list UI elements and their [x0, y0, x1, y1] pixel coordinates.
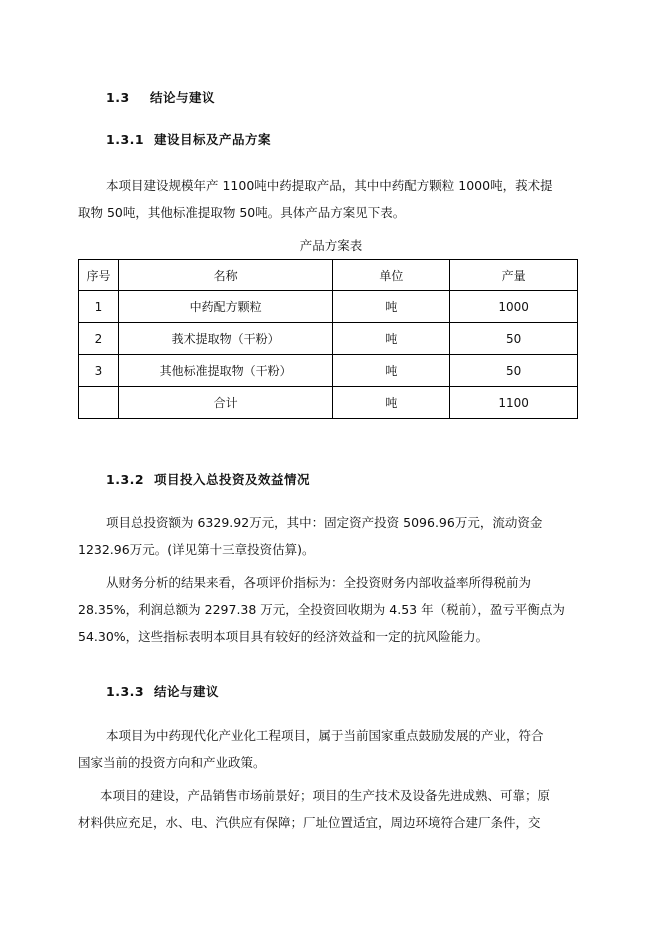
paragraph-line: 从财务分析的结果来看，各项评价指标为：全投资财务内部收益率所得税前为: [106, 575, 532, 590]
header-cell: 单位: [333, 260, 450, 291]
section-heading-1-3-2: [106, 470, 310, 488]
table-cell: 吨: [333, 323, 450, 355]
table-cell: 吨: [333, 387, 450, 419]
section-title: 结论与建议: [150, 90, 216, 105]
paragraph-line: 材料供应充足，水、电、汽供应有保障；厂址位置适宜，周边环境符合建厂条件，交: [78, 815, 541, 830]
table-cell: 其他标准提取物（干粉）: [118, 355, 333, 387]
table-row: [79, 323, 578, 355]
section-heading-1-3-1: [106, 130, 271, 148]
paragraph-product-scale: [78, 172, 578, 226]
paragraph-conclusion: [78, 722, 578, 776]
table-caption: 产品方案表: [299, 238, 363, 253]
section-number: 1.3.1: [106, 132, 145, 147]
section-number: 1.3: [106, 90, 130, 105]
table-cell: 1100: [450, 387, 578, 419]
section-heading-1-3: [106, 88, 215, 106]
table-row-total: [79, 387, 578, 419]
table-cell: 1: [79, 291, 119, 323]
paragraph-line: 54.30%，这些指标表明本项目具有较好的经济效益和一定的抗风险能力。: [78, 629, 489, 644]
table-cell: 中药配方颗粒: [118, 291, 333, 323]
section-title: 建设目标及产品方案: [154, 132, 272, 147]
paragraph-line: 项目总投资额为 6329.92万元，其中：固定资产投资 5096.96万元，流动资金: [106, 515, 543, 530]
paragraph-line: 本项目为中药现代化产业化工程项目，属于当前国家重点鼓励发展的产业，符合: [106, 728, 544, 743]
paragraph-line: 本项目建设规模年产 1100吨中药提取产品，其中中药配方颗粒 1000吨，莪术提: [106, 178, 553, 193]
table-cell: 吨: [333, 355, 450, 387]
table-cell: 1000: [450, 291, 578, 323]
header-cell: 名称: [118, 260, 333, 291]
table-cell: [79, 387, 119, 419]
table-cell: 合计: [118, 387, 333, 419]
header-cell: 产量: [450, 260, 578, 291]
table-cell: 50: [450, 323, 578, 355]
table-row: [79, 355, 578, 387]
section-number: 1.3.3: [106, 684, 145, 699]
section-title: 结论与建议: [154, 684, 220, 699]
table-header-row: [79, 260, 578, 291]
paragraph-financial-analysis: [78, 569, 578, 650]
paragraph-investment: [78, 509, 578, 563]
header-cell: 序号: [79, 260, 119, 291]
table-cell: 莪术提取物（干粉）: [118, 323, 333, 355]
paragraph-line: 取物 50吨，其他标准提取物 50吨。具体产品方案见下表。: [78, 205, 406, 220]
paragraph-line: 28.35%，利润总额为 2297.38 万元，全投资回收期为 4.53 年（税前），盈亏平衡点为: [78, 602, 565, 617]
section-title: 项目投入总投资及效益情况: [154, 472, 311, 487]
product-plan-table: [78, 259, 578, 419]
table-cell: 吨: [333, 291, 450, 323]
table-cell: 2: [79, 323, 119, 355]
paragraph-line: 国家当前的投资方向和产业政策。: [78, 755, 266, 770]
section-heading-1-3-3: [106, 682, 219, 700]
table-cell: 50: [450, 355, 578, 387]
paragraph-line: 1232.96万元。(详见第十三章投资估算)。: [78, 542, 315, 557]
table-row: [79, 291, 578, 323]
paragraph-conditions: [78, 782, 578, 836]
section-number: 1.3.2: [106, 472, 145, 487]
paragraph-line: 本项目的建设，产品销售市场前景好；项目的生产技术及设备先进成熟、可靠；原: [100, 788, 551, 803]
table-cell: 3: [79, 355, 119, 387]
